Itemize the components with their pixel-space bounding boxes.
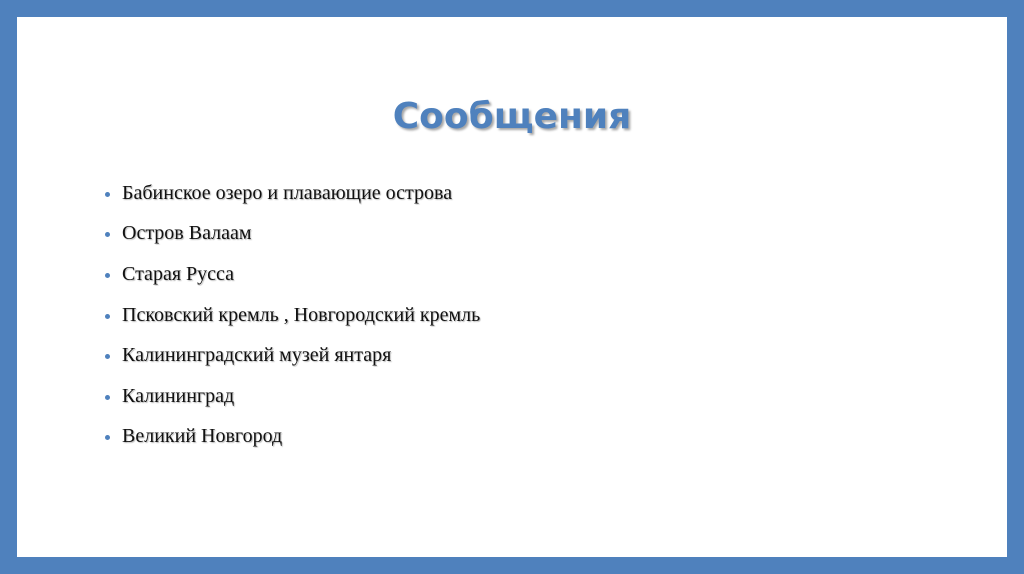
bullet-icon <box>105 395 110 400</box>
bullet-icon <box>105 314 110 319</box>
list-item <box>105 295 480 336</box>
list-item <box>105 173 480 214</box>
list-item <box>105 254 480 295</box>
list-item <box>105 417 480 458</box>
list-item <box>105 214 480 255</box>
list-item-text: Остров Валаам <box>122 222 252 245</box>
list-item <box>105 335 480 376</box>
bullet-icon <box>105 354 110 359</box>
list-item-text: Бабинское озеро и плавающие острова <box>122 181 453 204</box>
bullet-list <box>105 173 480 457</box>
list-item-text: Калининградский музей янтаря <box>122 344 392 367</box>
list-item-text: Великий Новгород <box>122 425 283 448</box>
list-item-text: Старая Русса <box>122 262 235 285</box>
list-item <box>105 376 480 417</box>
list-item-text: Псковский кремль , Новгородский кремль <box>122 303 481 326</box>
list-item-text: Калининград <box>122 384 235 407</box>
slide-title: Сообщения <box>392 96 632 137</box>
bullet-icon <box>105 232 110 237</box>
bullet-icon <box>105 192 110 197</box>
bullet-icon <box>105 273 110 278</box>
bullet-icon <box>105 435 110 440</box>
slide <box>17 17 1007 557</box>
